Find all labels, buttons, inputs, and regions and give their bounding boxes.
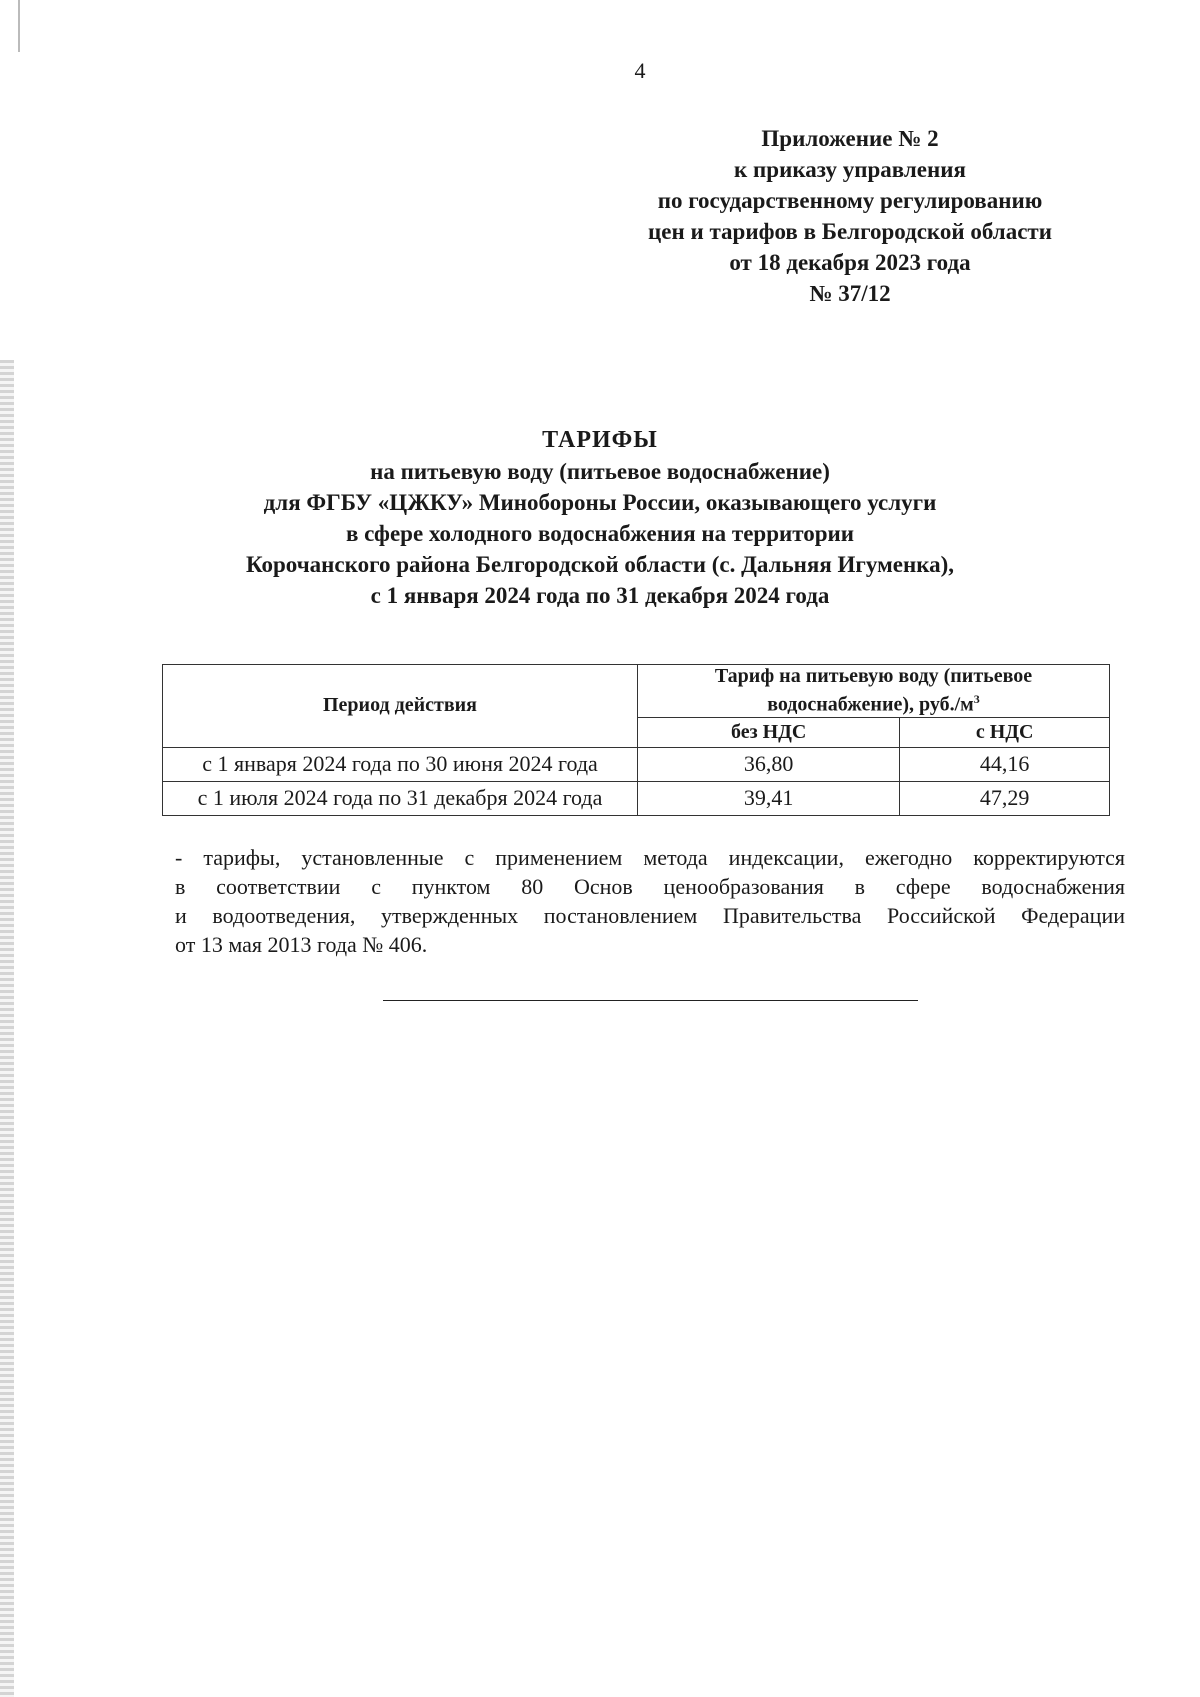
table-header-row <box>163 665 1110 718</box>
tariff-table <box>162 664 1110 816</box>
header-tariff-sup: 3 <box>973 692 980 706</box>
table-row <box>163 781 1110 815</box>
note-line: - тарифы, установленные с применением метода индексации, ежегодно корректируются <box>175 845 1125 870</box>
note-line: в соответствии с пунктом 80 Основ ценообразования в сфере водоснабжения <box>175 874 1125 899</box>
page-number: 4 <box>634 58 646 83</box>
scan-edge-artifact <box>0 360 14 1697</box>
header-period: Период действия <box>163 665 638 748</box>
end-divider <box>383 1000 918 1001</box>
cell-no-vat: 36,80 <box>638 747 900 781</box>
cell-with-vat: 44,16 <box>900 747 1110 781</box>
appendix-header <box>600 123 1100 309</box>
document-title <box>150 425 1050 611</box>
appendix-line: цен и тарифов в Белгородской области <box>648 219 1052 244</box>
note-line: от 13 мая 2013 года № 406. <box>175 932 428 957</box>
cell-period: с 1 января 2024 года по 30 июня 2024 года <box>163 747 638 781</box>
appendix-line: Приложение № 2 <box>761 126 939 151</box>
scan-edge-mark <box>18 0 20 52</box>
title-line: для ФГБУ «ЦЖКУ» Минобороны России, оказывающего услуги <box>263 490 937 515</box>
table-row <box>163 747 1110 781</box>
header-tariff-line2: водоснабжение), руб./м <box>767 693 974 716</box>
header-no-vat: без НДС <box>638 717 900 747</box>
header-with-vat: с НДС <box>900 717 1110 747</box>
cell-with-vat: 47,29 <box>900 781 1110 815</box>
header-tariff-line1: Тариф на питьевую воду (питьевое <box>714 665 1033 687</box>
title-line: Корочанского района Белгородской области (с. Дальняя Игуменка), <box>245 552 955 577</box>
title-line: на питьевую воду (питьевое водоснабжение) <box>370 459 830 484</box>
cell-no-vat: 39,41 <box>638 781 900 815</box>
appendix-line: № 37/12 <box>809 281 891 306</box>
title-line: в сфере холодного водоснабжения на территории <box>345 521 855 546</box>
appendix-line: от 18 декабря 2023 года <box>729 250 971 275</box>
tariff-note <box>175 843 1125 959</box>
cell-period: с 1 июля 2024 года по 31 декабря 2024 года <box>163 781 638 815</box>
title-line: с 1 января 2024 года по 31 декабря 2024 года <box>370 583 830 608</box>
appendix-line: к приказу управления <box>734 157 966 182</box>
appendix-line: по государственному регулированию <box>657 188 1043 213</box>
header-tariff <box>638 665 1110 718</box>
note-line: и водоотведения, утвержденных постановлением Правительства Российской Федерации <box>175 903 1125 928</box>
title-main: ТАРИФЫ <box>542 427 658 453</box>
